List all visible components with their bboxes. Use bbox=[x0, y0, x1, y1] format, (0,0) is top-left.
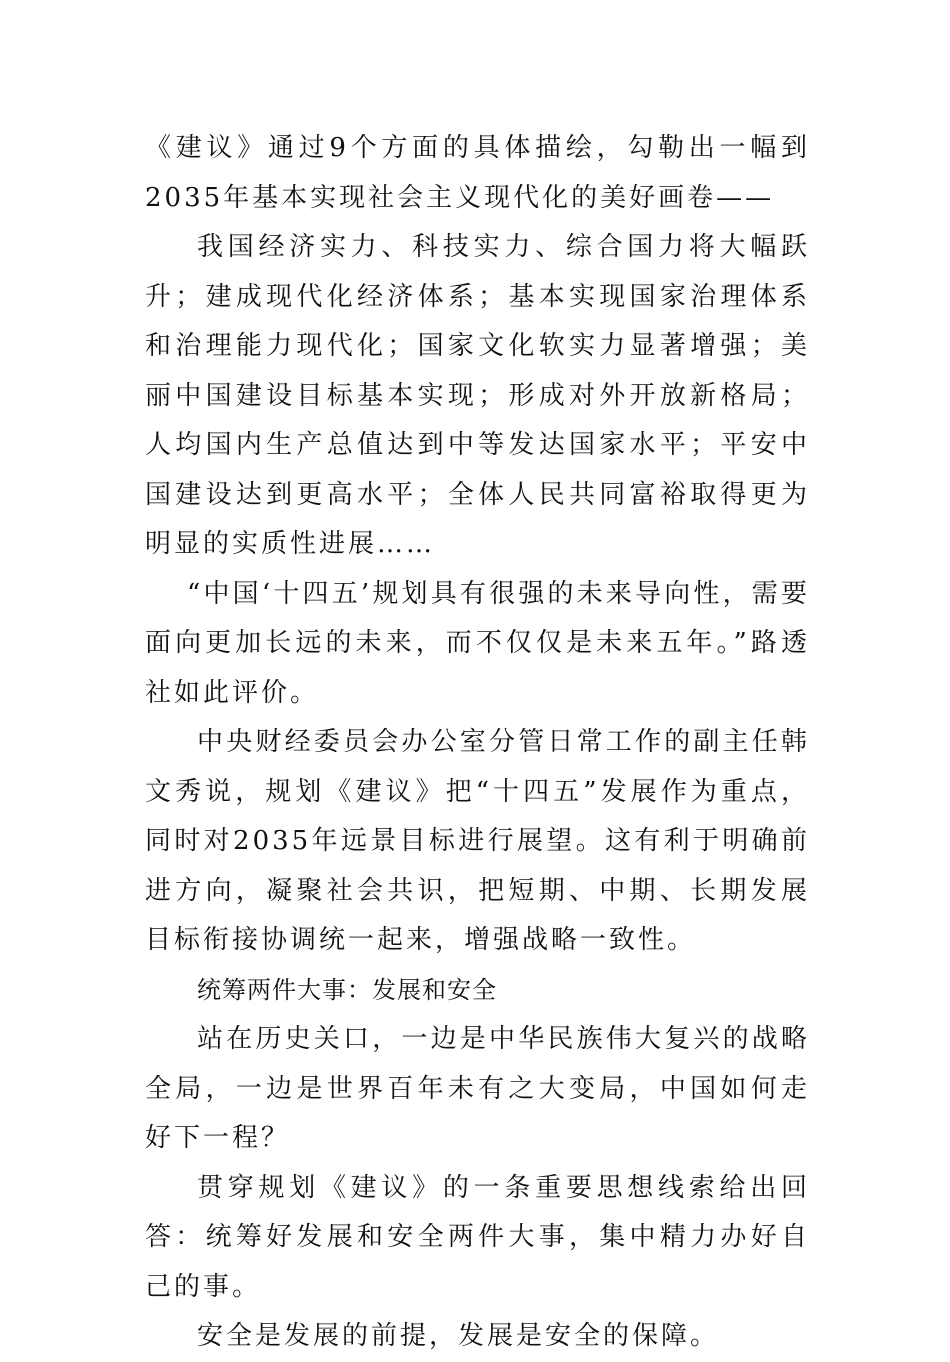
paragraph-reuters-quote: “中国‘十四五’规划具有很强的未来导向性，需要面向更加长远的未来，而不仅仅是未来五年。”路透社如此评价。 bbox=[145, 578, 810, 708]
paragraph-han-wenxiu: 中央财经委员会办公室分管日常工作的副主任韩文秀说，规划《建议》把“十四五”发展作为重点，同时对2035年远景目标进行展望。这有利于明确前进方向，凝聚社会共识，把短期、中期、长期发展目标衔接协调统一起来，增强战略一致性。 bbox=[145, 727, 810, 955]
paragraph-intro: 《建议》通过9个方面的具体描绘，勾勒出一幅到2035年基本实现社会主义现代化的美好画卷—— bbox=[145, 133, 810, 213]
document-body bbox=[145, 124, 810, 1362]
paragraph-security: 安全是发展的前提，发展是安全的保障。 bbox=[197, 1321, 720, 1351]
paragraph-historic-juncture: 站在历史关口，一边是中华民族伟大复兴的战略全局，一边是世界百年未有之大变局，中国如何走好下一程？ bbox=[145, 1024, 810, 1153]
paragraph-answer: 贯穿规划《建议》的一条重要思想线索给出回答：统筹好发展和安全两件大事，集中精力办好自己的事。 bbox=[145, 1172, 810, 1302]
paragraph-goals: 我国经济实力、科技实力、综合国力将大幅跃升；建成现代化经济体系；基本实现国家治理体系和治理能力现代化；国家文化软实力显著增强；美丽中国建设目标基本实现；形成对外开放新格局；人均国内生产总值达到中等发达国家水平；平安中国建设达到更高水平；全体人民共同富裕取得更为明显的实质性进展…… bbox=[145, 232, 810, 559]
section-heading: 统筹两件大事：发展和安全 bbox=[197, 975, 497, 1004]
